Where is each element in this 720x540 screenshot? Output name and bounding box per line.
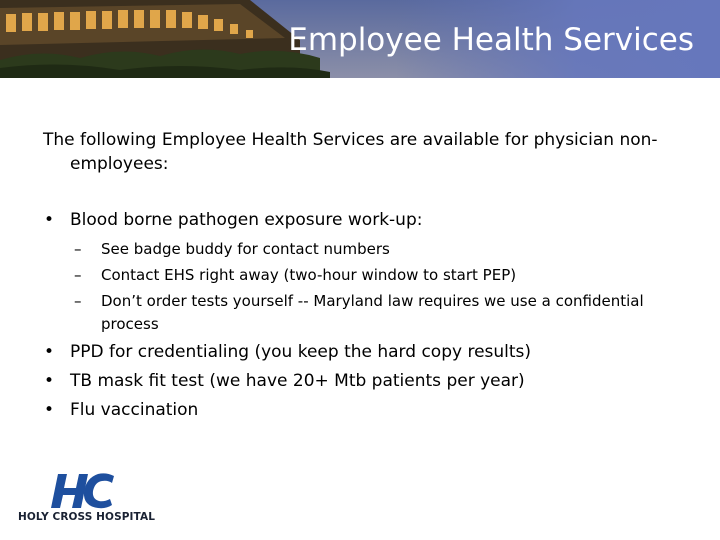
sub-dash: – [74, 240, 82, 258]
bullet-dot: • [44, 400, 55, 420]
bullet-dot: • [44, 210, 55, 230]
sub-text: Contact EHS right away (two-hour window to start PEP) [101, 266, 517, 284]
sub-text-continued: process [101, 315, 159, 333]
intro-line-1: The following Employee Health Services are available for physician non- [43, 130, 658, 150]
bullet-text: PPD for credentialing (you keep the hard copy results) [70, 342, 532, 362]
bullet-text: TB mask fit test (we have 20+ Mtb patients per year) [70, 371, 525, 391]
header-banner [0, 0, 720, 78]
intro-paragraph [43, 128, 693, 176]
bullet-text: Blood borne pathogen exposure work-up: [70, 210, 423, 230]
sub-text: Don’t order tests yourself -- Maryland law requires we use a confidential [101, 292, 644, 310]
intro-line-2: employees: [70, 154, 169, 174]
slide-title: Employee Health Services [288, 22, 694, 58]
sub-dash: – [74, 292, 82, 310]
bullet-dot: • [44, 342, 55, 362]
logo-wordmark: HOLY CROSS HOSPITAL [18, 511, 155, 523]
bullet-text: Flu vaccination [70, 400, 199, 420]
sub-text: See badge buddy for contact numbers [101, 240, 390, 258]
sub-dash: – [74, 266, 82, 284]
bullet-dot: • [44, 371, 55, 391]
